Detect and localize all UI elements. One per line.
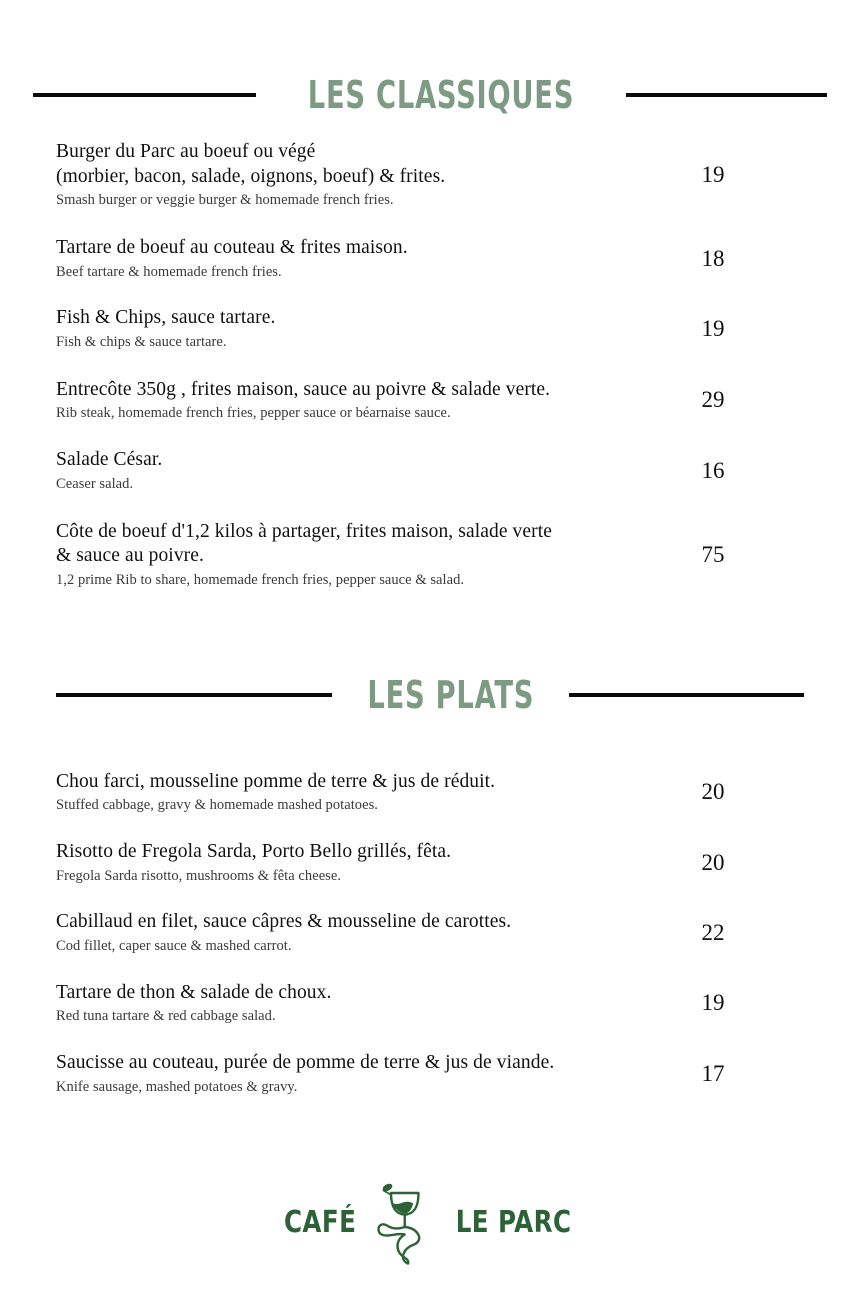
menu-item-name-line1: Côte de boeuf d'1,2 kilos à partager, frites maison, salade verte bbox=[56, 520, 553, 542]
menu-list-classiques bbox=[56, 140, 804, 590]
menu-item-name: Saucisse au couteau, purée de pomme de terre & jus de viande. bbox=[56, 1052, 555, 1074]
menu-item-text bbox=[56, 910, 511, 955]
menu-item-description: 1,2 prime Rib to share, homemade french fries, pepper sauce & salad. bbox=[56, 571, 465, 588]
menu-item-description: Stuffed cabbage, gravy & homemade mashed potatoes. bbox=[56, 797, 378, 814]
menu-item-text bbox=[56, 236, 408, 281]
header-rule-right bbox=[626, 93, 827, 97]
menu-item bbox=[56, 306, 804, 351]
menu-item-price: 18 bbox=[701, 245, 725, 271]
menu-item-name: Tartare de boeuf au couteau & frites maison. bbox=[56, 236, 408, 258]
header-rule-right bbox=[569, 693, 804, 697]
menu-item-description: Beef tartare & homemade french fries. bbox=[56, 263, 282, 280]
menu-item-price: 17 bbox=[701, 1060, 725, 1086]
section-header-plats bbox=[56, 672, 804, 717]
menu-item-description: Ceaser salad. bbox=[56, 475, 134, 492]
menu-item-name: Entrecôte 350g , frites maison, sauce au poivre & salade verte. bbox=[56, 378, 551, 400]
menu-item-price: 20 bbox=[701, 849, 725, 875]
logo-word-cafe: CAFÉ bbox=[284, 1205, 357, 1240]
menu-item-price: 19 bbox=[701, 316, 725, 342]
menu-item bbox=[56, 378, 804, 423]
menu-item-description: Rib steak, homemade french fries, pepper sauce or béarnaise sauce. bbox=[56, 405, 451, 422]
menu-item-price: 20 bbox=[701, 779, 725, 805]
menu-item-text bbox=[56, 981, 331, 1026]
section-title-wrap bbox=[332, 672, 569, 717]
menu-item-name bbox=[56, 520, 552, 569]
menu-item-price: 19 bbox=[701, 990, 725, 1016]
menu-item-description: Cod fillet, caper sauce & mashed carrot. bbox=[56, 937, 292, 954]
section-header-classiques bbox=[56, 73, 804, 117]
menu-item-text bbox=[56, 140, 445, 210]
menu-item-price: 75 bbox=[701, 541, 725, 567]
menu-item-description: Knife sausage, mashed potatoes & gravy. bbox=[56, 1078, 298, 1095]
menu-page bbox=[0, 73, 860, 1294]
menu-item-text bbox=[56, 840, 451, 885]
menu-item-name: Cabillaud en filet, sauce câpres & mousseline de carottes. bbox=[56, 911, 512, 933]
menu-item-description: Smash burger or veggie burger & homemade french fries. bbox=[56, 192, 394, 209]
menu-item-text bbox=[56, 1051, 554, 1096]
footer-logo bbox=[0, 1180, 860, 1266]
section-title-wrap bbox=[256, 73, 626, 117]
menu-item bbox=[56, 1051, 804, 1096]
menu-item-description: Fish & chips & sauce tartare. bbox=[56, 333, 227, 350]
menu-item-text bbox=[56, 770, 495, 815]
menu-item-name-line2: & sauce au poivre. bbox=[56, 545, 204, 567]
menu-item-name: Risotto de Fregola Sarda, Porto Bello grillés, fêta. bbox=[56, 840, 452, 862]
menu-item-name: Tartare de thon & salade de choux. bbox=[56, 981, 332, 1003]
menu-item bbox=[56, 520, 804, 590]
header-rule-left bbox=[56, 693, 332, 697]
menu-item-name-line2: (morbier, bacon, salade, oignons, boeuf) & frites. bbox=[56, 165, 446, 187]
menu-item-name: Chou farci, mousseline pomme de terre & jus de réduit. bbox=[56, 770, 496, 792]
menu-item bbox=[56, 910, 804, 955]
section-title-classiques: LES CLASSIQUES bbox=[307, 73, 575, 117]
menu-item-name bbox=[56, 140, 445, 189]
menu-item-price: 19 bbox=[701, 161, 725, 187]
menu-item bbox=[56, 140, 804, 210]
menu-list-plats bbox=[56, 770, 804, 1097]
menu-item-price: 16 bbox=[701, 457, 725, 483]
menu-item-text bbox=[56, 520, 552, 590]
menu-item-description: Red tuna tartare & red cabbage salad. bbox=[56, 1008, 276, 1025]
menu-item-description: Fregola Sarda risotto, mushrooms & fêta cheese. bbox=[56, 867, 342, 884]
menu-item-text bbox=[56, 448, 162, 493]
menu-item bbox=[56, 236, 804, 281]
menu-item-price: 29 bbox=[701, 387, 725, 413]
menu-item-name-line1: Burger du Parc au boeuf ou végé bbox=[56, 141, 316, 162]
menu-item-text bbox=[56, 378, 550, 423]
menu-item-name: Fish & Chips, sauce tartare. bbox=[56, 307, 276, 329]
menu-item-text bbox=[56, 306, 275, 351]
running-wine-glass-icon bbox=[371, 1180, 437, 1266]
menu-item bbox=[56, 448, 804, 493]
menu-item-name: Salade César. bbox=[56, 449, 163, 471]
menu-item bbox=[56, 770, 804, 815]
menu-item bbox=[56, 840, 804, 885]
section-title-plats: LES PLATS bbox=[367, 672, 534, 717]
menu-item-price: 22 bbox=[701, 920, 725, 946]
menu-item bbox=[56, 981, 804, 1026]
logo-word-le-parc: LE PARC bbox=[455, 1205, 571, 1240]
header-rule-left bbox=[33, 93, 256, 97]
